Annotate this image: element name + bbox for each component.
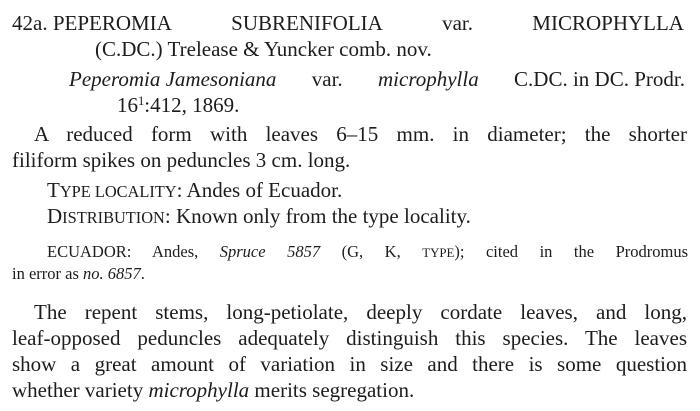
specimen-line-2 <box>12 266 145 283</box>
discussion-line-4 <box>12 380 414 401</box>
specimen-herbaria: (G, K, <box>341 242 401 261</box>
specimen-type-label: TYPE <box>422 246 455 260</box>
discussion-line-2 <box>12 328 687 349</box>
specimen-locality: : Andes, <box>126 242 199 261</box>
species-epithet: SUBRENIFOLIA <box>231 11 383 35</box>
synonym-part: 1 <box>138 94 145 109</box>
entry-heading <box>12 13 684 34</box>
type-locality-label-cap: T <box>47 178 60 202</box>
distribution-label-rest: ISTRIBUTION <box>62 208 165 227</box>
synonym-rank: var. <box>311 67 343 91</box>
discussion-line4-italic: microphylla <box>148 378 250 402</box>
synonym-volume: 16 <box>117 93 138 117</box>
distribution <box>47 206 471 227</box>
discussion-line4-pre: whether variety <box>12 378 144 402</box>
discussion-text-3: show a great amount of variation in size and there is some question <box>12 352 687 376</box>
synonym-pages: :412, 1869. <box>144 93 240 117</box>
rank-var: var. <box>442 11 474 35</box>
description-text-1: A reduced form with leaves 6–15 mm. in diameter; the shorter <box>34 122 687 146</box>
type-locality-label-rest: YPE LOCALITY <box>59 182 177 201</box>
synonym-name: Peperomia Jamesoniana <box>69 67 277 91</box>
description-text-2: filiform spikes on peduncles 3 cm. long. <box>12 148 351 172</box>
specimen-line2-post: . <box>140 264 145 283</box>
synonym-author: C.DC. in DC. Prodr. <box>514 67 685 91</box>
entry-authority <box>95 39 432 60</box>
description-line-2 <box>12 150 350 171</box>
variety-epithet: MICROPHYLLA <box>532 11 684 35</box>
discussion-line4-post: merits segregation. <box>254 378 415 402</box>
genus-name: PEPEROMIA <box>52 11 172 35</box>
distribution-label-cap: D <box>47 204 63 228</box>
entry-number: 42a. <box>12 11 48 35</box>
specimen-line-1 <box>47 244 688 261</box>
distribution-text: : Known only from the type locality. <box>164 204 471 228</box>
synonym-epithet: microphylla <box>378 67 479 91</box>
entry-number-and-genus <box>12 13 172 34</box>
type-locality-text: : Andes of Ecuador. <box>176 178 343 202</box>
specimen-collector: Spruce 5857 <box>219 242 321 261</box>
discussion-line-1 <box>34 302 687 323</box>
specimen-country: ECUADOR <box>47 242 127 261</box>
specimen-error-no: no. 6857 <box>83 264 141 283</box>
type-locality <box>47 180 342 201</box>
description-line-1 <box>34 124 687 145</box>
discussion-line-3 <box>12 354 687 375</box>
synonym-line-2 <box>117 95 239 116</box>
specimen-line2-pre: in error as <box>12 264 79 283</box>
synonym-line-1 <box>69 69 685 90</box>
discussion-text-1: The repent stems, long-petiolate, deeply cordate leaves, and long, <box>34 300 687 324</box>
discussion-text-2: leaf-opposed peduncles adequately distinguish this species. The leaves <box>12 326 687 350</box>
authority-text: (C.DC.) Trelease & Yuncker comb. nov. <box>95 37 432 61</box>
specimen-tail: ); cited in the Prodromus <box>454 242 689 261</box>
